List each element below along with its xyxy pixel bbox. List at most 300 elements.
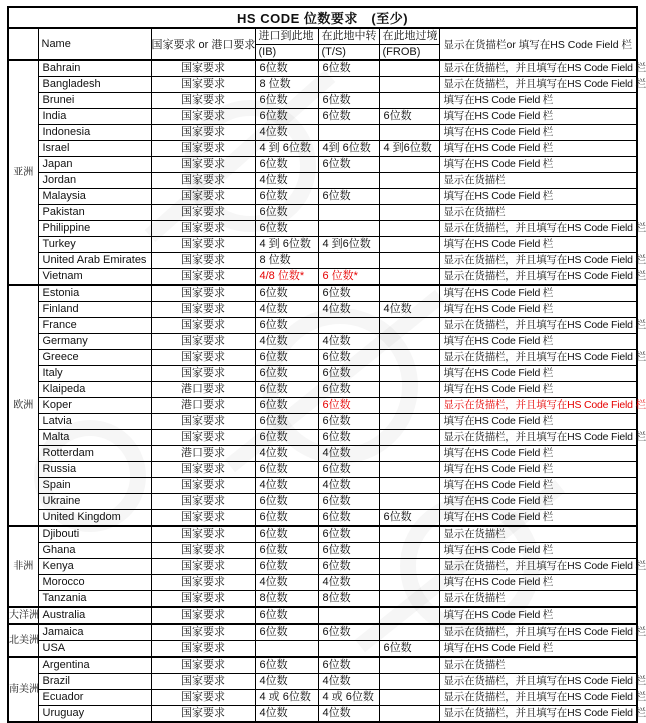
- cell-req: 国家要求: [151, 93, 255, 109]
- cell-ib: 6位数: [255, 430, 318, 446]
- cell-frob: [379, 285, 439, 302]
- cell-ib: 4位数: [255, 125, 318, 141]
- cell-name: Estonia: [38, 285, 151, 302]
- cell-ib: 4位数: [255, 302, 318, 318]
- table-body: [8, 60, 646, 722]
- cell-req: 国家要求: [151, 591, 255, 608]
- cell-req: 国家要求: [151, 205, 255, 221]
- cell-ib: 6位数: [255, 366, 318, 382]
- cell-req: 国家要求: [151, 607, 255, 624]
- cell-ts: 6位数: [318, 285, 379, 302]
- cell-ib: 6位数: [255, 221, 318, 237]
- cell-frob: [379, 624, 439, 641]
- cell-frob: [379, 237, 439, 253]
- cell-ib: 6位数: [255, 318, 318, 334]
- cell-frob: [379, 706, 439, 723]
- region-label: 亚洲: [8, 60, 38, 285]
- cell-frob: [379, 690, 439, 706]
- header-frob-code: (FROB): [382, 46, 421, 58]
- cell-ib: 4位数: [255, 575, 318, 591]
- table-row: [8, 125, 637, 141]
- cell-remark: 填写在HS Code Field 栏: [439, 607, 637, 624]
- cell-frob: [379, 334, 439, 350]
- cell-ib: 6位数: [255, 657, 318, 674]
- cell-ts: 4位数: [318, 446, 379, 462]
- cell-ib: 4 到 6位数: [255, 141, 318, 157]
- cell-ib: 6位数: [255, 93, 318, 109]
- cell-ts: 4位数: [318, 478, 379, 494]
- header-import-to-code: (IB): [258, 46, 277, 58]
- cell-name: Jamaica: [38, 624, 151, 641]
- cell-ib: 6位数: [255, 109, 318, 125]
- cell-ts: [318, 221, 379, 237]
- table-row: [8, 591, 637, 608]
- cell-req: 国家要求: [151, 237, 255, 253]
- cell-req: 国家要求: [151, 318, 255, 334]
- cell-req: 国家要求: [151, 285, 255, 302]
- cell-ts: 6 位数*: [318, 269, 379, 286]
- cell-frob: [379, 462, 439, 478]
- cell-req: 国家要求: [151, 366, 255, 382]
- cell-name: Tanzania: [38, 591, 151, 608]
- cell-name: Argentina: [38, 657, 151, 674]
- cell-frob: [379, 60, 439, 77]
- cell-frob: [379, 366, 439, 382]
- table-row: [8, 674, 637, 690]
- cell-remark: 填写在HS Code Field 栏: [439, 494, 637, 510]
- cell-remark: 填写在HS Code Field 栏: [439, 543, 637, 559]
- table-row: [8, 607, 637, 624]
- cell-name: Uruguay: [38, 706, 151, 723]
- cell-ts: [318, 205, 379, 221]
- region-label: 南美洲: [8, 657, 38, 722]
- cell-ts: 6位数: [318, 430, 379, 446]
- cell-remark: 显示在货描栏，并且填写在HS Code Field 栏: [439, 350, 637, 366]
- cell-ts: [318, 173, 379, 189]
- table-row: [8, 510, 637, 527]
- cell-name: Germany: [38, 334, 151, 350]
- cell-req: 国家要求: [151, 221, 255, 237]
- cell-remark: 显示在货描栏: [439, 526, 637, 543]
- cell-ts: 6位数: [318, 189, 379, 205]
- header-import-to-label: 进口到此地: [256, 29, 318, 45]
- cell-remark: 显示在货描栏: [439, 205, 637, 221]
- table-row: [8, 462, 637, 478]
- cell-ts: [318, 641, 379, 658]
- cell-frob: [379, 543, 439, 559]
- cell-name: Australia: [38, 607, 151, 624]
- cell-name: Rotterdam: [38, 446, 151, 462]
- cell-ts: [318, 318, 379, 334]
- cell-frob: [379, 350, 439, 366]
- cell-remark: 填写在HS Code Field 栏: [439, 382, 637, 398]
- cell-frob: [379, 269, 439, 286]
- table-row: [8, 446, 637, 462]
- cell-ts: 8位数: [318, 591, 379, 608]
- cell-name: Latvia: [38, 414, 151, 430]
- cell-name: Italy: [38, 366, 151, 382]
- cell-remark: 填写在HS Code Field 栏: [439, 446, 637, 462]
- cell-req: 国家要求: [151, 624, 255, 641]
- cell-ib: 6位数: [255, 285, 318, 302]
- cell-frob: 4位数: [379, 302, 439, 318]
- cell-req: 国家要求: [151, 125, 255, 141]
- cell-name: United Arab Emirates: [38, 253, 151, 269]
- cell-name: Philippine: [38, 221, 151, 237]
- table-row: [8, 526, 637, 543]
- cell-name: Malaysia: [38, 189, 151, 205]
- cell-frob: [379, 125, 439, 141]
- cell-ib: 8 位数: [255, 77, 318, 93]
- cell-req: 国家要求: [151, 706, 255, 723]
- table-row: [8, 60, 637, 77]
- cell-ib: 6位数: [255, 60, 318, 77]
- table-row: [8, 366, 637, 382]
- cell-frob: [379, 173, 439, 189]
- cell-frob: [379, 77, 439, 93]
- cell-ts: 4到 6位数: [318, 141, 379, 157]
- cell-remark: 填写在HS Code Field 栏: [439, 125, 637, 141]
- table-row: [8, 141, 637, 157]
- cell-ts: 6位数: [318, 60, 379, 77]
- cell-ts: 6位数: [318, 526, 379, 543]
- cell-ib: 6位数: [255, 382, 318, 398]
- cell-req: 国家要求: [151, 350, 255, 366]
- cell-ib: 8 位数: [255, 253, 318, 269]
- cell-frob: [379, 318, 439, 334]
- cell-req: 国家要求: [151, 641, 255, 658]
- table-row: [8, 559, 637, 575]
- table-row: [8, 269, 637, 286]
- cell-ts: 6位数: [318, 657, 379, 674]
- table-row: [8, 430, 637, 446]
- table-row: [8, 253, 637, 269]
- cell-ib: 4位数: [255, 674, 318, 690]
- cell-ts: 6位数: [318, 559, 379, 575]
- cell-ib: 6位数: [255, 157, 318, 173]
- cell-req: 国家要求: [151, 189, 255, 205]
- region-label: 非洲: [8, 526, 38, 607]
- table-row: [8, 237, 637, 253]
- table-row: [8, 189, 637, 205]
- cell-remark: 显示在货描栏: [439, 657, 637, 674]
- cell-ts: 6位数: [318, 414, 379, 430]
- cell-name: Turkey: [38, 237, 151, 253]
- cell-name: United Kingdom: [38, 510, 151, 527]
- cell-name: Klaipeda: [38, 382, 151, 398]
- cell-remark: 显示在货描栏，并且填写在HS Code Field 栏: [439, 430, 637, 446]
- cell-ts: [318, 607, 379, 624]
- region-label: 北美洲: [8, 624, 38, 657]
- cell-req: 国家要求: [151, 510, 255, 527]
- table-header-row: [8, 28, 637, 60]
- cell-name: Djibouti: [38, 526, 151, 543]
- cell-ib: 4位数: [255, 706, 318, 723]
- cell-frob: [379, 221, 439, 237]
- table-row: [8, 414, 637, 430]
- table-row: [8, 318, 637, 334]
- cell-req: 国家要求: [151, 302, 255, 318]
- cell-frob: [379, 446, 439, 462]
- cell-name: Spain: [38, 478, 151, 494]
- cell-name: France: [38, 318, 151, 334]
- cell-remark: 显示在货描栏，并且填写在HS Code Field 栏: [439, 559, 637, 575]
- cell-ib: 6位数: [255, 559, 318, 575]
- cell-name: Indonesia: [38, 125, 151, 141]
- cell-req: 国家要求: [151, 430, 255, 446]
- cell-remark: 显示在货描栏，并且填写在HS Code Field 栏: [439, 674, 637, 690]
- table-row: [8, 77, 637, 93]
- cell-remark: 填写在HS Code Field 栏: [439, 93, 637, 109]
- cell-frob: [379, 189, 439, 205]
- cell-req: 国家要求: [151, 253, 255, 269]
- cell-remark: 填写在HS Code Field 栏: [439, 462, 637, 478]
- cell-frob: [379, 591, 439, 608]
- cell-req: 国家要求: [151, 657, 255, 674]
- cell-req: 国家要求: [151, 526, 255, 543]
- cell-name: Brunei: [38, 93, 151, 109]
- cell-remark: 填写在HS Code Field 栏: [439, 366, 637, 382]
- cell-name: Kenya: [38, 559, 151, 575]
- cell-req: 国家要求: [151, 77, 255, 93]
- cell-remark: 显示在货描栏: [439, 591, 637, 608]
- cell-remark: 填写在HS Code Field 栏: [439, 189, 637, 205]
- header-transship: [318, 28, 379, 60]
- cell-frob: [379, 93, 439, 109]
- cell-name: Greece: [38, 350, 151, 366]
- cell-remark: 显示在货描栏，并且填写在HS Code Field 栏: [439, 77, 637, 93]
- cell-req: 国家要求: [151, 543, 255, 559]
- cell-ts: 6位数: [318, 382, 379, 398]
- cell-ts: 6位数: [318, 157, 379, 173]
- cell-remark: 填写在HS Code Field 栏: [439, 237, 637, 253]
- cell-ts: 4位数: [318, 674, 379, 690]
- cell-frob: 6位数: [379, 641, 439, 658]
- cell-req: 国家要求: [151, 334, 255, 350]
- cell-remark: 显示在货描栏，并且填写在HS Code Field 栏: [439, 398, 637, 414]
- table-row: [8, 93, 637, 109]
- cell-ib: 6位数: [255, 510, 318, 527]
- cell-ib: 4位数: [255, 446, 318, 462]
- cell-ts: 6位数: [318, 350, 379, 366]
- cell-name: Brazil: [38, 674, 151, 690]
- cell-req: 国家要求: [151, 690, 255, 706]
- cell-remark: 填写在HS Code Field 栏: [439, 285, 637, 302]
- cell-ib: 6位数: [255, 350, 318, 366]
- table-row: [8, 285, 637, 302]
- cell-ib: 4 到 6位数: [255, 237, 318, 253]
- cell-remark: 填写在HS Code Field 栏: [439, 141, 637, 157]
- cell-frob: [379, 157, 439, 173]
- header-transship-code: (T/S): [321, 46, 346, 58]
- cell-req: 国家要求: [151, 462, 255, 478]
- cell-name: Ukraine: [38, 494, 151, 510]
- cell-req: 港口要求: [151, 398, 255, 414]
- table-row: [8, 575, 637, 591]
- cell-ib: 6位数: [255, 189, 318, 205]
- table-row: [8, 641, 637, 658]
- cell-frob: [379, 607, 439, 624]
- cell-name: Bangladesh: [38, 77, 151, 93]
- cell-ts: [318, 77, 379, 93]
- cell-name: Finland: [38, 302, 151, 318]
- header-name: Name: [38, 28, 151, 60]
- cell-remark: 填写在HS Code Field 栏: [439, 575, 637, 591]
- cell-name: Vietnam: [38, 269, 151, 286]
- table-row: [8, 334, 637, 350]
- table-row: [8, 657, 637, 674]
- cell-req: 国家要求: [151, 478, 255, 494]
- table-row: [8, 624, 637, 641]
- table-title: HS CODE 位数要求 (至少): [8, 7, 637, 28]
- table-title-row: [8, 7, 637, 28]
- header-frob: [379, 28, 439, 60]
- cell-remark: 填写在HS Code Field 栏: [439, 109, 637, 125]
- cell-ib: 6位数: [255, 414, 318, 430]
- header-requirement: 国家要求 or 港口要求: [151, 28, 255, 60]
- cell-ts: [318, 253, 379, 269]
- cell-frob: [379, 398, 439, 414]
- cell-name: Bahrain: [38, 60, 151, 77]
- cell-remark: 显示在货描栏，并且填写在HS Code Field 栏: [439, 624, 637, 641]
- cell-name: Israel: [38, 141, 151, 157]
- table-row: [8, 543, 637, 559]
- cell-ts: [318, 125, 379, 141]
- cell-req: 国家要求: [151, 674, 255, 690]
- cell-remark: 显示在货描栏，并且填写在HS Code Field 栏: [439, 253, 637, 269]
- cell-remark: 填写在HS Code Field 栏: [439, 510, 637, 527]
- cell-req: 国家要求: [151, 157, 255, 173]
- cell-name: Koper: [38, 398, 151, 414]
- cell-frob: [379, 575, 439, 591]
- table-row: [8, 398, 637, 414]
- cell-remark: 填写在HS Code Field 栏: [439, 414, 637, 430]
- cell-name: Morocco: [38, 575, 151, 591]
- cell-ts: 4位数: [318, 706, 379, 723]
- cell-remark: 显示在货描栏，并且填写在HS Code Field 栏: [439, 318, 637, 334]
- cell-req: 国家要求: [151, 269, 255, 286]
- table-row: [8, 382, 637, 398]
- cell-remark: 显示在货描栏，并且填写在HS Code Field 栏: [439, 60, 637, 77]
- cell-frob: [379, 205, 439, 221]
- cell-ts: 6位数: [318, 109, 379, 125]
- cell-ts: 6位数: [318, 543, 379, 559]
- cell-frob: [379, 382, 439, 398]
- cell-frob: [379, 253, 439, 269]
- cell-frob: [379, 526, 439, 543]
- cell-remark: 填写在HS Code Field 栏: [439, 334, 637, 350]
- cell-remark: 显示在货描栏，并且填写在HS Code Field 栏: [439, 706, 637, 723]
- cell-req: 国家要求: [151, 494, 255, 510]
- header-region: [8, 28, 38, 60]
- cell-req: 国家要求: [151, 109, 255, 125]
- cell-name: USA: [38, 641, 151, 658]
- hs-code-table: [7, 6, 646, 723]
- cell-ib: 6位数: [255, 607, 318, 624]
- cell-req: 国家要求: [151, 173, 255, 189]
- cell-remark: 填写在HS Code Field 栏: [439, 478, 637, 494]
- cell-remark: 显示在货描栏，并且填写在HS Code Field 栏: [439, 221, 637, 237]
- header-import-to: [255, 28, 318, 60]
- page: [0, 6, 646, 719]
- cell-req: 国家要求: [151, 559, 255, 575]
- header-remark: 显示在货描栏or 填写在HS Code Field 栏: [439, 28, 637, 60]
- cell-req: 国家要求: [151, 575, 255, 591]
- cell-req: 港口要求: [151, 446, 255, 462]
- cell-ib: 8位数: [255, 591, 318, 608]
- cell-name: Jordan: [38, 173, 151, 189]
- region-label: 欧洲: [8, 285, 38, 526]
- table-row: [8, 205, 637, 221]
- cell-ts: 4位数: [318, 302, 379, 318]
- cell-ib: 6位数: [255, 494, 318, 510]
- cell-ts: 6位数: [318, 93, 379, 109]
- cell-ts: 6位数: [318, 494, 379, 510]
- table-row: [8, 350, 637, 366]
- cell-frob: 6位数: [379, 510, 439, 527]
- table-row: [8, 173, 637, 189]
- cell-remark: 填写在HS Code Field 栏: [439, 302, 637, 318]
- cell-remark: 显示在货描栏，并且填写在HS Code Field 栏: [439, 690, 637, 706]
- cell-frob: [379, 494, 439, 510]
- cell-frob: [379, 478, 439, 494]
- table-row: [8, 221, 637, 237]
- header-frob-label: 在此地过境: [380, 29, 439, 45]
- cell-remark: 填写在HS Code Field 栏: [439, 641, 637, 658]
- table-row: [8, 706, 637, 723]
- table-row: [8, 478, 637, 494]
- cell-frob: 6位数: [379, 109, 439, 125]
- cell-frob: 4 到6位数: [379, 141, 439, 157]
- cell-remark: 显示在货描栏: [439, 173, 637, 189]
- cell-name: Japan: [38, 157, 151, 173]
- table-row: [8, 302, 637, 318]
- cell-ib: 4位数: [255, 478, 318, 494]
- cell-ib: [255, 641, 318, 658]
- cell-ts: 6位数: [318, 462, 379, 478]
- cell-ts: 6位数: [318, 398, 379, 414]
- cell-ib: 6位数: [255, 462, 318, 478]
- cell-ib: 6位数: [255, 205, 318, 221]
- table-row: [8, 157, 637, 173]
- cell-name: Ghana: [38, 543, 151, 559]
- cell-name: Malta: [38, 430, 151, 446]
- cell-frob: [379, 657, 439, 674]
- cell-ts: 4 或 6位数: [318, 690, 379, 706]
- cell-frob: [379, 414, 439, 430]
- cell-ts: 6位数: [318, 366, 379, 382]
- cell-ts: 4位数: [318, 334, 379, 350]
- cell-remark: 填写在HS Code Field 栏: [439, 157, 637, 173]
- cell-name: Russia: [38, 462, 151, 478]
- cell-ib: 6位数: [255, 543, 318, 559]
- cell-req: 国家要求: [151, 414, 255, 430]
- table-row: [8, 690, 637, 706]
- cell-name: India: [38, 109, 151, 125]
- cell-ts: 4位数: [318, 575, 379, 591]
- cell-name: Ecuador: [38, 690, 151, 706]
- cell-ib: 6位数: [255, 398, 318, 414]
- cell-ib: 4 或 6位数: [255, 690, 318, 706]
- cell-ib: 6位数: [255, 624, 318, 641]
- cell-req: 国家要求: [151, 141, 255, 157]
- cell-ib: 4/8 位数*: [255, 269, 318, 286]
- region-label: 大洋洲: [8, 607, 38, 624]
- table-row: [8, 109, 637, 125]
- table-row: [8, 494, 637, 510]
- cell-req: 国家要求: [151, 60, 255, 77]
- cell-name: Pakistan: [38, 205, 151, 221]
